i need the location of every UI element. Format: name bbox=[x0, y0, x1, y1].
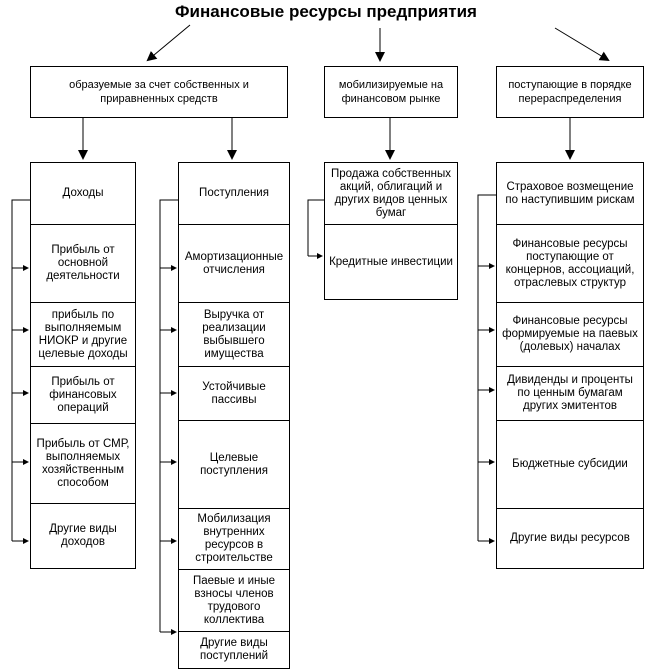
receipts-item: Поступления bbox=[199, 187, 269, 199]
category-redistribution-label: поступающие в порядке перераспределения bbox=[508, 79, 632, 105]
title-to-own-arrow bbox=[148, 25, 190, 60]
receipts-item: Амортизационные отчисления bbox=[179, 224, 289, 302]
category-financial-market-label: мобилизируемые на финансовом рынке bbox=[338, 79, 444, 105]
receipts-item: Устойчивые пассивы bbox=[179, 366, 289, 420]
title-to-redistribution-arrow bbox=[555, 28, 608, 60]
redistribution-item: Дивиденды и проценты по ценным бумагам других эмитентов bbox=[497, 366, 643, 420]
receipts-item: Выручка от реализации выбывшего имущества bbox=[179, 302, 289, 366]
redistribution-item: Страховое возмещение по наступившим рискам bbox=[505, 180, 635, 206]
category-own-funds-label: образуемые за счет собственных и приравненных средств bbox=[69, 79, 249, 105]
diagram-title: Финансовые ресурсы предприятия bbox=[175, 2, 477, 21]
receipts-item: Другие виды поступлений bbox=[179, 631, 289, 668]
income-item: Другие виды доходов bbox=[31, 503, 135, 568]
income-item: Прибыль от основной деятельности bbox=[31, 224, 135, 302]
redistribution-item: Финансовые ресурсы формируемые на паевых (долевых) началах bbox=[497, 302, 643, 366]
income-item: Доходы bbox=[62, 187, 104, 199]
receipts-bracket bbox=[160, 200, 178, 632]
income-bracket bbox=[12, 200, 30, 541]
redistribution-bracket bbox=[478, 195, 496, 541]
income-item: прибыль по выполняемым НИОКР и другие целевые доходы bbox=[31, 302, 135, 366]
receipts-item: Мобилизация внутренних ресурсов в строительстве bbox=[179, 508, 289, 569]
market-item: Кредитные инвестиции bbox=[325, 224, 457, 299]
redistribution-item: Бюджетные субсидии bbox=[497, 420, 643, 508]
income-item: Прибыль от финансовых операций bbox=[31, 366, 135, 423]
market-item: Продажа собственных акций, облигаций и других видов ценных бумаг bbox=[330, 167, 452, 219]
market-bracket bbox=[308, 200, 324, 256]
receipts-item: Целевые поступления bbox=[179, 420, 289, 508]
income-item: Прибыль от СМР, выполняемых хозяйственным способом bbox=[31, 423, 135, 503]
receipts-item: Паевые и иные взносы членов трудового коллектива bbox=[179, 569, 289, 631]
redistribution-item: Другие виды ресурсов bbox=[497, 508, 643, 568]
redistribution-item: Финансовые ресурсы поступающие от концернов, ассоциаций, отраслевых структур bbox=[497, 224, 643, 302]
